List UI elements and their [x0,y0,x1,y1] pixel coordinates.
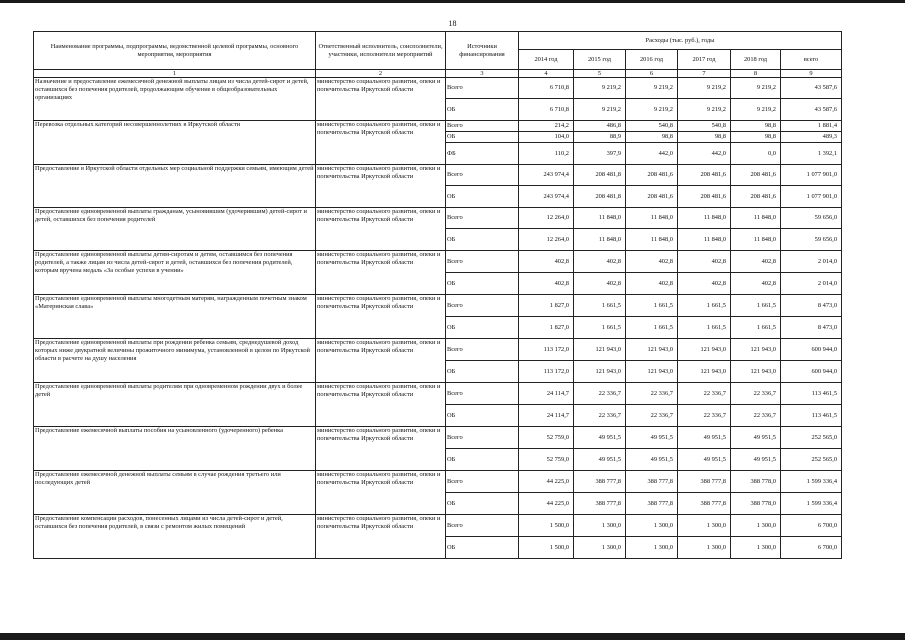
table-row [34,383,842,405]
expense-value: 49 951,5 [626,449,678,471]
expense-total: 113 461,5 [781,405,842,427]
executor: министерство социального развития, опеки и попечительства Иркутской области [316,121,446,165]
expense-total: 6 700,0 [781,537,842,559]
expense-value: 49 951,5 [731,427,781,449]
expense-value: 121 943,0 [678,361,731,383]
column-number: 7 [678,70,731,78]
expense-value: 540,8 [626,121,678,132]
expense-value: 1 661,5 [678,295,731,317]
expense-value: 22 336,7 [731,405,781,427]
expense-value: 49 951,5 [574,449,626,471]
table-body [34,78,842,559]
expense-value: 402,8 [731,273,781,295]
activity-name: Перевозка отдельных категорий несовершеннолетних в Иркутской области [34,121,316,165]
funding-source: ОБ [446,317,519,339]
scan-top-edge [0,0,905,3]
expense-value: 11 848,0 [678,208,731,229]
expense-value: 121 943,0 [678,339,731,361]
expense-total: 2 014,0 [781,251,842,273]
expense-total: 1 392,1 [781,143,842,165]
expense-value: 9 219,2 [574,99,626,121]
funding-source: ОБ [446,186,519,208]
expense-value: 1 500,0 [519,515,574,537]
funding-source: ОБ [446,405,519,427]
header-total: всего [781,50,842,70]
expense-value: 9 219,2 [626,78,678,99]
expense-total: 59 656,0 [781,229,842,251]
expense-value: 1 661,5 [678,317,731,339]
expense-value: 22 336,7 [574,405,626,427]
expense-value: 214,2 [519,121,574,132]
column-number: 1 [34,70,316,78]
funding-source: ОБ [446,132,519,143]
expense-value: 208 481,6 [626,165,678,186]
funding-source: Всего [446,471,519,493]
expense-total: 1 881,4 [781,121,842,132]
table-row [34,165,842,186]
expense-value: 6 710,8 [519,99,574,121]
expense-value: 11 848,0 [731,208,781,229]
activity-name: Предоставление компенсации расходов, понесенных лицами из числа детей-сирот и детей, оставшихся без попечения родителей, в связи с ремонтом жилых помещений [34,515,316,559]
expense-value: 1 300,0 [731,515,781,537]
expense-value: 1 661,5 [626,295,678,317]
expense-value: 402,8 [626,251,678,273]
expense-value: 49 951,5 [731,449,781,471]
expense-value: 24 114,7 [519,405,574,427]
expense-value: 98,8 [626,132,678,143]
funding-source: Всего [446,121,519,132]
page-number: 18 [448,19,457,28]
expense-total: 2 014,0 [781,273,842,295]
funding-source: Всего [446,383,519,405]
expense-value: 113 172,0 [519,339,574,361]
executor: министерство социального развития, опеки и попечительства Иркутской области [316,515,446,559]
activity-name: Предоставление единовременной выплаты гражданам, усыновившим (удочерившим) детей-сирот и детей, оставшихся без попечения родителей [34,208,316,251]
expense-value: 1 300,0 [626,515,678,537]
table-row [34,515,842,537]
expense-value: 208 481,6 [678,186,731,208]
expense-value: 402,8 [519,273,574,295]
expense-total: 6 700,0 [781,515,842,537]
expense-value: 402,8 [626,273,678,295]
executor: министерство социального развития, опеки и попечительства Иркутской области [316,339,446,383]
funding-source: ОБ [446,449,519,471]
expense-total: 59 656,0 [781,208,842,229]
expense-total: 8 473,0 [781,317,842,339]
executor: министерство социального развития, опеки и попечительства Иркутской области [316,383,446,427]
expense-value: 397,9 [574,143,626,165]
expense-value: 208 481,6 [626,186,678,208]
expense-value: 52 759,0 [519,449,574,471]
header-executor-column: Ответственный исполнитель, соисполнители, участники, исполнители мероприятий [316,32,446,70]
expense-value: 208 481,8 [574,186,626,208]
funding-source: ОБ [446,361,519,383]
expense-total: 489,3 [781,132,842,143]
expense-total: 43 587,6 [781,99,842,121]
expense-value: 24 114,7 [519,383,574,405]
table-row [34,427,842,449]
expense-value: 9 219,2 [731,99,781,121]
expense-total: 43 587,6 [781,78,842,99]
activity-name: Предоставление ежемесячной денежной выплаты семьям в случае рождения третьего или последующих детей [34,471,316,515]
expense-value: 442,0 [678,143,731,165]
executor: министерство социального развития, опеки и попечительства Иркутской области [316,165,446,208]
funding-source: ФБ [446,143,519,165]
funding-source: ОБ [446,493,519,515]
funding-source: ОБ [446,99,519,121]
expense-value: 22 336,7 [626,383,678,405]
expense-value: 98,8 [731,121,781,132]
expense-value: 208 481,8 [574,165,626,186]
expense-value: 208 481,6 [731,186,781,208]
expense-value: 1 661,5 [574,295,626,317]
expense-value: 540,8 [678,121,731,132]
expense-value: 44 225,0 [519,493,574,515]
table-row [34,295,842,317]
expense-value: 388 777,8 [626,493,678,515]
expense-value: 11 848,0 [626,208,678,229]
expense-value: 486,8 [574,121,626,132]
expense-value: 442,0 [626,143,678,165]
expense-total: 1 599 336,4 [781,471,842,493]
header-year: 2017 год [678,50,731,70]
column-number: 6 [626,70,678,78]
expense-value: 49 951,5 [626,427,678,449]
header-source-column: Источники финансирования [446,32,519,70]
expense-value: 1 500,0 [519,537,574,559]
expense-value: 402,8 [574,273,626,295]
expense-value: 1 300,0 [574,537,626,559]
expense-value: 110,2 [519,143,574,165]
expense-value: 1 300,0 [678,515,731,537]
table-row [34,251,842,273]
expense-value: 22 336,7 [678,405,731,427]
expense-total: 1 077 901,0 [781,165,842,186]
activity-name: Предоставление ежемесячной выплаты пособия на усыновленного (удочеренного) ребенка [34,427,316,471]
expense-value: 49 951,5 [678,449,731,471]
funding-source: ОБ [446,537,519,559]
expense-value: 22 336,7 [731,383,781,405]
expense-value: 1 661,5 [626,317,678,339]
expense-value: 208 481,6 [678,165,731,186]
expense-value: 1 661,5 [574,317,626,339]
expense-value: 402,8 [519,251,574,273]
expense-value: 402,8 [574,251,626,273]
expenses-table [33,31,842,559]
expense-value: 9 219,2 [678,78,731,99]
expense-value: 12 264,0 [519,229,574,251]
column-number: 5 [574,70,626,78]
header-year: 2014 год [519,50,574,70]
expense-value: 121 943,0 [626,361,678,383]
activity-name: Назначение и предоставление ежемесячной денежной выплаты лицам из числа детей-сирот и детей, оставшихся без попечения родителей, продолжающим обучение в общеобразовательных организациях [34,78,316,121]
executor: министерство социального развития, опеки и попечительства Иркутской области [316,427,446,471]
expense-value: 12 264,0 [519,208,574,229]
executor: министерство социального развития, опеки и попечительства Иркутской области [316,295,446,339]
expense-total: 600 944,0 [781,361,842,383]
table-row [34,121,842,132]
expense-value: 98,8 [731,132,781,143]
executor: министерство социального развития, опеки и попечительства Иркутской области [316,208,446,251]
executor: министерство социального развития, опеки и попечительства Иркутской области [316,471,446,515]
expense-value: 388 777,8 [574,471,626,493]
scan-bottom-edge [0,633,905,640]
expense-value: 121 943,0 [574,361,626,383]
expense-total: 600 944,0 [781,339,842,361]
expense-value: 1 661,5 [731,295,781,317]
expense-value: 11 848,0 [678,229,731,251]
table-row [34,78,842,99]
expense-value: 243 974,4 [519,186,574,208]
funding-source: Всего [446,208,519,229]
expense-total: 8 473,0 [781,295,842,317]
expense-value: 113 172,0 [519,361,574,383]
header-year: 2015 год [574,50,626,70]
expense-value: 9 219,2 [626,99,678,121]
expense-value: 0,0 [731,143,781,165]
expense-value: 388 777,8 [574,493,626,515]
expense-value: 388 778,0 [731,493,781,515]
expense-value: 22 336,7 [678,383,731,405]
expense-value: 11 848,0 [574,229,626,251]
funding-source: Всего [446,165,519,186]
expense-value: 1 300,0 [626,537,678,559]
expense-value: 52 759,0 [519,427,574,449]
funding-source: Всего [446,339,519,361]
expense-value: 1 300,0 [678,537,731,559]
expense-value: 11 848,0 [574,208,626,229]
expense-value: 121 943,0 [731,361,781,383]
expense-value: 98,8 [678,132,731,143]
expense-value: 121 943,0 [626,339,678,361]
expense-value: 11 848,0 [731,229,781,251]
expense-value: 11 848,0 [626,229,678,251]
expense-value: 243 974,4 [519,165,574,186]
expense-value: 1 300,0 [574,515,626,537]
funding-source: Всего [446,78,519,99]
expense-value: 9 219,2 [678,99,731,121]
expense-value: 402,8 [731,251,781,273]
activity-name: Предоставление в Иркутской области отдельных мер социальной поддержки семьям, имеющим детей [34,165,316,208]
expense-value: 121 943,0 [731,339,781,361]
expense-total: 113 461,5 [781,383,842,405]
expense-value: 44 225,0 [519,471,574,493]
activity-name: Предоставление единовременной выплаты детям-сиротам и детям, оставшимся без попечения родителей, а также лицам из числа детей-сирот и детей, оставшихся без попечения родителей, которым вручена медаль «За особые успехи в учении» [34,251,316,295]
expense-value: 49 951,5 [678,427,731,449]
funding-source: Всего [446,515,519,537]
column-number: 8 [731,70,781,78]
expense-value: 1 827,0 [519,295,574,317]
column-number: 2 [316,70,446,78]
expense-value: 9 219,2 [574,78,626,99]
expense-value: 49 951,5 [574,427,626,449]
expense-value: 402,8 [678,251,731,273]
expense-value: 1 827,0 [519,317,574,339]
funding-source: Всего [446,295,519,317]
funding-source: Всего [446,251,519,273]
funding-source: ОБ [446,273,519,295]
column-number: 4 [519,70,574,78]
column-number: 3 [446,70,519,78]
expense-value: 388 777,8 [678,471,731,493]
expense-total: 252 565,0 [781,427,842,449]
expense-value: 1 661,5 [731,317,781,339]
expense-value: 22 336,7 [626,405,678,427]
column-number: 9 [781,70,842,78]
activity-name: Предоставление единовременной выплаты при рождении ребенка семьям, среднедушевой доход которых ниже двукратной величины прожиточного минимума, установленной в целом по Иркутской области в расчете на душу населения [34,339,316,383]
header-year: 2016 год [626,50,678,70]
header-year: 2018 год [731,50,781,70]
expense-value: 208 481,6 [731,165,781,186]
header-expenses: Расходы (тыс. руб.), годы [519,32,842,50]
executor: министерство социального развития, опеки и попечительства Иркутской области [316,78,446,121]
table-row [34,471,842,493]
executor: министерство социального развития, опеки и попечительства Иркутской области [316,251,446,295]
funding-source: ОБ [446,229,519,251]
expense-value: 388 777,8 [678,493,731,515]
expense-value: 9 219,2 [731,78,781,99]
funding-source: Всего [446,427,519,449]
expense-value: 121 943,0 [574,339,626,361]
expense-value: 1 300,0 [731,537,781,559]
expense-value: 22 336,7 [574,383,626,405]
activity-name: Предоставление единовременной выплаты многодетным матерям, награжденным почетным знаком «Материнская слава» [34,295,316,339]
expense-value: 388 778,0 [731,471,781,493]
expense-value: 88,9 [574,132,626,143]
expense-value: 6 710,8 [519,78,574,99]
expense-total: 1 599 336,4 [781,493,842,515]
table-row [34,339,842,361]
expense-value: 104,0 [519,132,574,143]
expense-total: 252 565,0 [781,449,842,471]
table-row [34,208,842,229]
activity-name: Предоставление единовременной выплаты родителям при одновременном рождении двух и более детей [34,383,316,427]
expense-value: 388 777,8 [626,471,678,493]
header-name-column: Наименование программы, подпрограммы, ведомственной целевой программы, основного мероприятия, мероприятия [34,32,316,70]
expense-total: 1 077 901,0 [781,186,842,208]
expense-value: 402,8 [678,273,731,295]
